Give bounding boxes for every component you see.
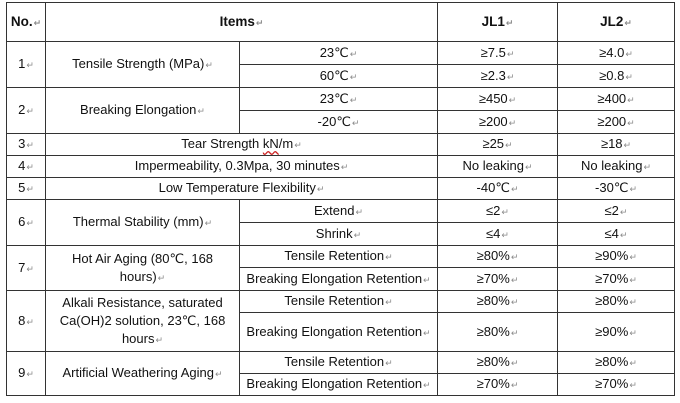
jl1-value: -40℃↵ [438, 178, 558, 200]
condition-cell: Extend↵ [240, 200, 438, 223]
jl1-value: ≥80%↵ [438, 313, 558, 352]
jl2-value: ≥70%↵ [558, 268, 675, 291]
table-row [7, 178, 675, 200]
row-number: 5↵ [7, 178, 46, 200]
condition-cell: Shrink↵ [240, 223, 438, 246]
item-name: Tear Strength kN/m↵ [46, 134, 438, 156]
item-name: Breaking Elongation↵ [46, 88, 240, 134]
header-no: No.↵ [7, 3, 46, 42]
condition-cell: 23℃↵ [240, 88, 438, 111]
condition-cell: Tensile Retention↵ [240, 352, 438, 374]
header-items: Items↵ [46, 3, 438, 42]
table-row [7, 88, 675, 111]
jl2-value: -30℃↵ [558, 178, 675, 200]
header-jl1: JL1↵ [438, 3, 558, 42]
item-name: Hot Air Aging (80℃, 168 hours)↵ [46, 246, 240, 291]
row-number: 3↵ [7, 134, 46, 156]
condition-cell: Breaking Elongation Retention↵ [240, 268, 438, 291]
table-row [7, 246, 675, 268]
jl1-value: ≤4↵ [438, 223, 558, 246]
condition-cell: Breaking Elongation Retention↵ [240, 374, 438, 396]
header-row [7, 3, 675, 42]
jl2-value: ≥400↵ [558, 88, 675, 111]
jl2-value: No leaking↵ [558, 156, 675, 178]
jl2-value: ≤2↵ [558, 200, 675, 223]
jl1-value: ≥450↵ [438, 88, 558, 111]
item-name: Impermeability, 0.3Mpa, 30 minutes↵ [46, 156, 438, 178]
jl2-value: ≥70%↵ [558, 374, 675, 396]
row-number: 7↵ [7, 246, 46, 291]
header-jl2: JL2↵ [558, 3, 675, 42]
jl2-value: ≥90%↵ [558, 313, 675, 352]
jl2-value: ≤4↵ [558, 223, 675, 246]
table-row [7, 156, 675, 178]
jl1-value: ≥80%↵ [438, 352, 558, 374]
jl2-value: ≥0.8↵ [558, 65, 675, 88]
condition-cell: Breaking Elongation Retention↵ [240, 313, 438, 352]
jl2-value: ≥90%↵ [558, 246, 675, 268]
table-row [7, 134, 675, 156]
jl1-value: ≥70%↵ [438, 268, 558, 291]
item-name: Low Temperature Flexibility↵ [46, 178, 438, 200]
row-number: 4↵ [7, 156, 46, 178]
jl1-value: ≥2.3↵ [438, 65, 558, 88]
jl2-value: ≥18↵ [558, 134, 675, 156]
row-number: 1↵ [7, 42, 46, 88]
item-name: Alkali Resistance, saturated Ca(OH)2 solution, 23℃, 168 hours↵ [46, 291, 240, 352]
table-row [7, 352, 675, 374]
row-number: 8↵ [7, 291, 46, 352]
jl1-value: ≥7.5↵ [438, 42, 558, 65]
jl1-value: ≥80%↵ [438, 246, 558, 268]
item-name: Tensile Strength (MPa)↵ [46, 42, 240, 88]
jl2-value: ≥80%↵ [558, 352, 675, 374]
jl2-value: ≥80%↵ [558, 291, 675, 313]
item-name: Artificial Weathering Aging↵ [46, 352, 240, 396]
condition-cell: 23℃↵ [240, 42, 438, 65]
row-number: 9↵ [7, 352, 46, 396]
jl1-value: ≥25↵ [438, 134, 558, 156]
jl1-value: ≥70%↵ [438, 374, 558, 396]
jl2-value: ≥200↵ [558, 111, 675, 134]
jl1-value: ≥200↵ [438, 111, 558, 134]
table-row [7, 42, 675, 65]
table-row [7, 200, 675, 223]
table-row [7, 291, 675, 313]
item-name: Thermal Stability (mm)↵ [46, 200, 240, 246]
row-number: 2↵ [7, 88, 46, 134]
jl2-value: ≥4.0↵ [558, 42, 675, 65]
row-number: 6↵ [7, 200, 46, 246]
condition-cell: Tensile Retention↵ [240, 291, 438, 313]
jl1-value: ≤2↵ [438, 200, 558, 223]
jl1-value: No leaking↵ [438, 156, 558, 178]
condition-cell: Tensile Retention↵ [240, 246, 438, 268]
condition-cell: -20℃↵ [240, 111, 438, 134]
condition-cell: 60℃↵ [240, 65, 438, 88]
spec-table [6, 2, 675, 396]
jl1-value: ≥80%↵ [438, 291, 558, 313]
